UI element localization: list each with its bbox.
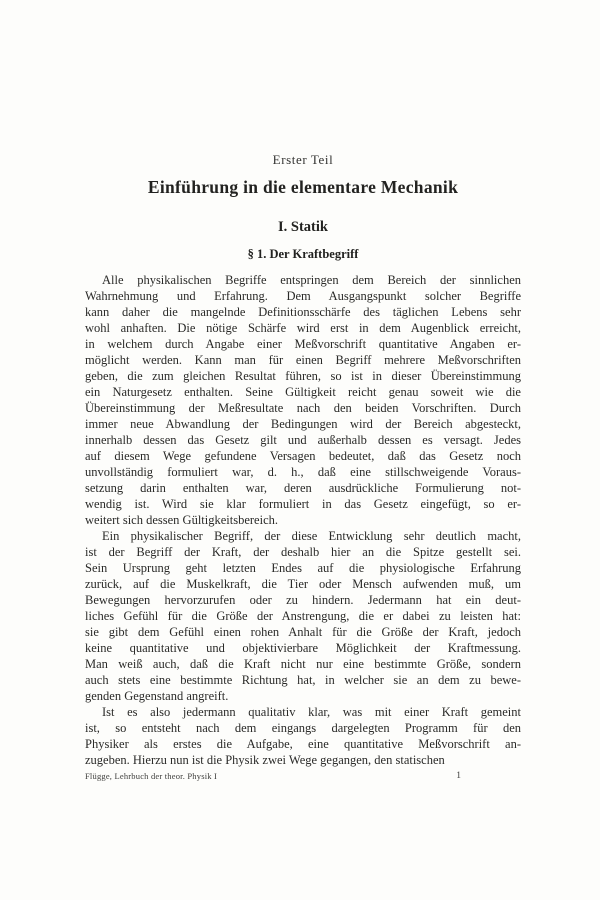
text-line: Ein physikalischer Begriff, der diese Entwicklung sehr deutlich macht, xyxy=(102,529,521,543)
text-line: sie gibt dem Gefühl einen rohen Anhalt für die Größe der Kraft, jedoch xyxy=(85,625,521,639)
text-line: setzung darin enthalten war, deren ausdrückliche Formulierung not- xyxy=(85,481,521,495)
page-footer xyxy=(85,771,521,781)
text-line: Man weiß auch, daß die Kraft nicht nur eine bestimmte Größe, sondern xyxy=(85,657,521,671)
text-line: auch stets eine bestimmte Richtung hat, in welcher sie an dem zu bewe- xyxy=(85,673,521,687)
sheet-number: 1 xyxy=(456,771,461,781)
text-line: unvollständig formuliert war, d. h., daß eine stillschweigende Voraus- xyxy=(85,465,521,479)
text-line: Sein Ursprung geht letzten Endes auf die physiologische Erfahrung xyxy=(85,561,521,575)
text-line: zurück, auf die Muskelkraft, die Tier oder Mensch aufwenden muß, um xyxy=(85,577,521,591)
text-line: in welchem durch Angabe einer Meßvorschrift quantitative Angaben er- xyxy=(85,337,521,351)
text-line: Übereinstimmung der Meßresultate nach den beiden Vorschriften. Durch xyxy=(85,401,521,415)
text-block xyxy=(85,152,521,781)
part-heading: Erster Teil xyxy=(272,152,334,167)
chapter-heading: I. Statik xyxy=(278,219,328,235)
body-text xyxy=(85,272,521,768)
text-line: Physiker als erstes die Aufgabe, eine quantitative Meßvorschrift an- xyxy=(85,737,521,751)
text-line: zugeben. Hierzu nun ist die Physik zwei Wege gegangen, den statischen xyxy=(85,753,445,767)
text-line: wendig ist. Wird sie klar formuliert in das Gesetz eingefügt, so er- xyxy=(85,497,521,511)
text-line: ein Naturgesetz enthalten. Seine Gültigkeit reicht genau soweit wie die xyxy=(85,385,521,399)
text-line: ist der Begriff der Kraft, der deshalb hier an die Spitze gestellt sei. xyxy=(85,545,521,559)
text-line: immer neue Abwandlung der Bedingungen wird der Bereich abgesteckt, xyxy=(85,417,521,431)
text-line: Bewegungen hervorzurufen oder zu hindern. Jedermann hat ein deut- xyxy=(85,593,521,607)
page-title: Einführung in die elementare Mechanik xyxy=(147,177,459,197)
section-heading: § 1. Der Kraftbegriff xyxy=(247,247,359,261)
text-line: keine quantitative und objektivierbare Möglichkeit der Kraftmessung. xyxy=(85,641,521,655)
text-line: weitert sich dessen Gültigkeitsbereich. xyxy=(85,513,278,527)
text-line: innerhalb dessen das Gesetz gilt und außerhalb dessen es versagt. Jedes xyxy=(85,433,521,447)
text-line: auf diesem Wege gefundene Versagen bedeutet, daß das Gesetz noch xyxy=(85,449,521,463)
text-line: Alle physikalischen Begriffe entspringen dem Bereich der sinnlichen xyxy=(102,273,521,287)
paragraph xyxy=(85,272,521,528)
text-line: Wahrnehmung und Erfahrung. Dem Ausgangspunkt solcher Begriffe xyxy=(85,289,521,303)
text-line: Ist es also jedermann qualitativ klar, was mit einer Kraft gemeint xyxy=(102,705,521,719)
text-line: ist, so entsteht nach dem eingangs dargelegten Programm für den xyxy=(85,721,521,735)
text-line: wohl anhaften. Die nötige Schärfe wird erst in dem Augenblick erreicht, xyxy=(85,321,521,335)
text-line: möglicht werden. Kann man für einen Begriff mehrere Meßvorschriften xyxy=(85,353,521,367)
text-line: genden Gegenstand angreift. xyxy=(85,689,229,703)
signature-line: Flügge, Lehrbuch der theor. Physik I xyxy=(85,771,218,781)
paragraph xyxy=(85,528,521,704)
text-line: kann daher die mangelnde Definitionsschärfe des täglichen Lebens sehr xyxy=(85,305,521,319)
paragraph xyxy=(85,704,521,768)
text-line: liches Gefühl für die Größe der Anstrengung, die er dabei zu leisten hat: xyxy=(85,609,521,623)
text-line: geben, die zum gleichen Resultat führen, so ist in dieser Übereinstimmung xyxy=(85,369,521,383)
